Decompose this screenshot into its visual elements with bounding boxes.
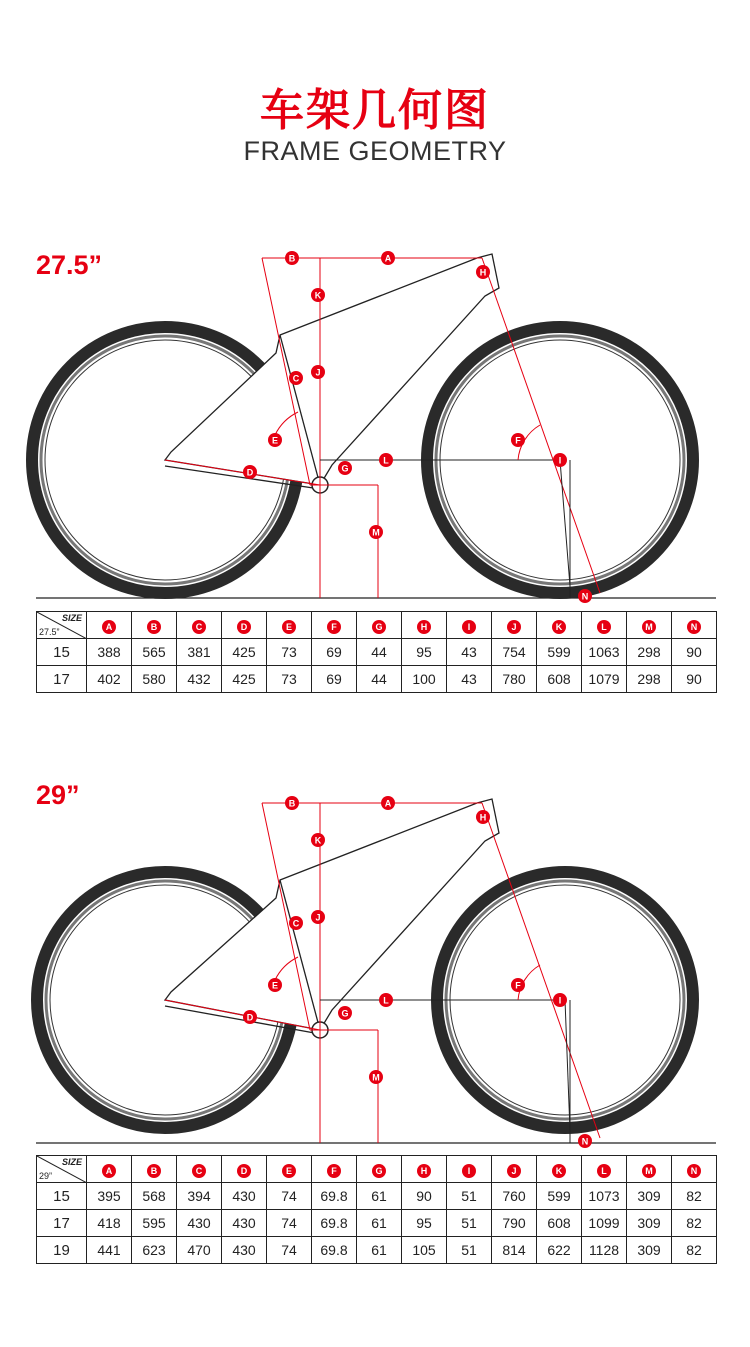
value-cell: 298 [627, 639, 672, 666]
marker-b [285, 796, 299, 810]
value-cell: 623 [132, 1237, 177, 1264]
column-badge: B [147, 1164, 161, 1178]
value-cell: 82 [672, 1210, 717, 1237]
value-cell: 44 [357, 666, 402, 693]
column-badge: H [417, 1164, 431, 1178]
bike-frame [165, 254, 499, 493]
column-header-i [447, 1156, 492, 1183]
steering-axis-line [479, 803, 600, 1138]
marker-g [338, 1006, 352, 1020]
svg-text:A: A [384, 798, 392, 809]
column-header-b [132, 612, 177, 639]
value-cell: 69.8 [312, 1183, 357, 1210]
marker-a [381, 251, 395, 265]
column-badge: K [552, 1164, 566, 1178]
marker-e [268, 433, 282, 447]
size-cell: 19 [37, 1237, 87, 1264]
column-badge: N [687, 1164, 701, 1178]
column-header-e [267, 612, 312, 639]
value-cell: 1073 [582, 1183, 627, 1210]
value-cell: 565 [132, 639, 177, 666]
column-badge: J [507, 620, 521, 634]
column-header-b [132, 1156, 177, 1183]
column-header-h [402, 1156, 447, 1183]
value-cell: 95 [402, 639, 447, 666]
svg-text:F: F [515, 980, 521, 991]
frame-diagram-29 [0, 785, 750, 1155]
value-cell: 790 [492, 1210, 537, 1237]
column-badge: I [462, 1164, 476, 1178]
value-cell: 568 [132, 1183, 177, 1210]
value-cell: 599 [537, 1183, 582, 1210]
marker-m [369, 1070, 383, 1084]
marker-c [289, 371, 303, 385]
svg-text:C: C [292, 918, 300, 929]
value-cell: 74 [267, 1210, 312, 1237]
svg-text:K: K [314, 835, 322, 846]
value-cell: 309 [627, 1210, 672, 1237]
svg-text:B: B [288, 253, 296, 264]
value-cell: 73 [267, 666, 312, 693]
value-cell: 622 [537, 1237, 582, 1264]
table-header-row [37, 612, 717, 639]
table-row [37, 1210, 717, 1237]
value-cell: 1128 [582, 1237, 627, 1264]
value-cell: 61 [357, 1210, 402, 1237]
svg-text:L: L [383, 455, 389, 466]
svg-text:H: H [479, 267, 487, 278]
geometry-table-27 [36, 611, 717, 693]
column-badge: D [237, 1164, 251, 1178]
value-cell: 51 [447, 1237, 492, 1264]
svg-text:A: A [384, 253, 392, 264]
marker-e [268, 978, 282, 992]
value-cell: 425 [222, 639, 267, 666]
value-cell: 90 [672, 666, 717, 693]
value-cell: 441 [87, 1237, 132, 1264]
column-header-c [177, 612, 222, 639]
svg-text:M: M [372, 527, 380, 538]
svg-text:I: I [558, 995, 562, 1006]
marker-g [338, 461, 352, 475]
page-title: 车架几何图 [260, 85, 490, 136]
value-cell: 754 [492, 639, 537, 666]
value-cell: 608 [537, 666, 582, 693]
value-cell: 395 [87, 1183, 132, 1210]
column-badge: H [417, 620, 431, 634]
svg-text:M: M [372, 1072, 380, 1083]
value-cell: 430 [222, 1183, 267, 1210]
column-header-c [177, 1156, 222, 1183]
value-cell: 599 [537, 639, 582, 666]
svg-text:D: D [246, 1012, 254, 1023]
table-corner-cell [37, 1156, 87, 1183]
value-cell: 74 [267, 1183, 312, 1210]
svg-text:J: J [315, 367, 321, 378]
value-cell: 74 [267, 1237, 312, 1264]
column-header-f [312, 612, 357, 639]
column-header-a [87, 1156, 132, 1183]
value-cell: 470 [177, 1237, 222, 1264]
value-cell: 95 [402, 1210, 447, 1237]
value-cell: 780 [492, 666, 537, 693]
value-cell: 309 [627, 1237, 672, 1264]
svg-text:I: I [558, 455, 562, 466]
value-cell: 580 [132, 666, 177, 693]
column-badge: G [372, 1164, 386, 1178]
marker-j [311, 365, 325, 379]
size-cell: 15 [37, 639, 87, 666]
svg-text:N: N [581, 591, 589, 602]
svg-text:K: K [314, 290, 322, 301]
column-header-f [312, 1156, 357, 1183]
column-badge: I [462, 620, 476, 634]
column-badge: C [192, 620, 206, 634]
column-header-k [537, 1156, 582, 1183]
corner-size-label: SIZE [61, 1157, 82, 1167]
value-cell: 430 [222, 1210, 267, 1237]
column-header-n [672, 612, 717, 639]
column-badge: J [507, 1164, 521, 1178]
marker-d [243, 465, 257, 479]
svg-text:G: G [341, 1008, 349, 1019]
marker-m [369, 525, 383, 539]
value-cell: 51 [447, 1210, 492, 1237]
value-cell: 394 [177, 1183, 222, 1210]
value-cell: 595 [132, 1210, 177, 1237]
marker-c [289, 916, 303, 930]
value-cell: 1099 [582, 1210, 627, 1237]
value-cell: 430 [222, 1237, 267, 1264]
column-header-j [492, 1156, 537, 1183]
value-cell: 90 [672, 639, 717, 666]
svg-text:N: N [581, 1136, 589, 1147]
value-cell: 309 [627, 1183, 672, 1210]
column-badge: G [372, 620, 386, 634]
column-header-h [402, 612, 447, 639]
column-badge: M [642, 620, 656, 634]
column-header-l [582, 612, 627, 639]
column-badge: N [687, 620, 701, 634]
value-cell: 51 [447, 1183, 492, 1210]
column-header-j [492, 612, 537, 639]
svg-text:G: G [341, 463, 349, 474]
column-badge: L [597, 1164, 611, 1178]
fork-offset-line [560, 460, 570, 586]
wheel-size-label-27: 27.5” [36, 250, 103, 280]
value-cell: 814 [492, 1237, 537, 1264]
column-header-l [582, 1156, 627, 1183]
table-row [37, 639, 717, 666]
value-cell: 90 [402, 1183, 447, 1210]
geometry-table-29 [36, 1155, 717, 1264]
table-corner-cell [37, 612, 87, 639]
column-badge: K [552, 620, 566, 634]
column-badge: E [282, 1164, 296, 1178]
page-subtitle: FRAME GEOMETRY [243, 136, 507, 166]
value-cell: 69.8 [312, 1237, 357, 1264]
marker-f [511, 978, 525, 992]
value-cell: 73 [267, 639, 312, 666]
wheel-size-label-29: 29” [36, 780, 80, 810]
column-badge: B [147, 620, 161, 634]
bike-frame [165, 799, 499, 1038]
column-badge: L [597, 620, 611, 634]
value-cell: 381 [177, 639, 222, 666]
value-cell: 388 [87, 639, 132, 666]
value-cell: 61 [357, 1183, 402, 1210]
column-badge: E [282, 620, 296, 634]
column-header-g [357, 612, 402, 639]
value-cell: 43 [447, 666, 492, 693]
value-cell: 402 [87, 666, 132, 693]
value-cell: 418 [87, 1210, 132, 1237]
corner-size-label: SIZE [61, 613, 82, 623]
steering-axis-line [479, 258, 600, 593]
column-header-m [627, 1156, 672, 1183]
value-cell: 298 [627, 666, 672, 693]
size-cell: 17 [37, 666, 87, 693]
column-header-i [447, 612, 492, 639]
size-cell: 17 [37, 1210, 87, 1237]
value-cell: 69 [312, 666, 357, 693]
svg-text:B: B [288, 798, 296, 809]
column-header-d [222, 1156, 267, 1183]
marker-f [511, 433, 525, 447]
value-cell: 432 [177, 666, 222, 693]
column-header-g [357, 1156, 402, 1183]
column-badge: F [327, 1164, 341, 1178]
table-row [37, 666, 717, 693]
svg-text:D: D [246, 467, 254, 478]
marker-k [311, 833, 325, 847]
column-header-k [537, 612, 582, 639]
corner-wheel-label: 27.5” [39, 627, 60, 637]
marker-i [553, 453, 567, 467]
marker-d [243, 1010, 257, 1024]
column-badge: M [642, 1164, 656, 1178]
svg-text:L: L [383, 995, 389, 1006]
value-cell: 608 [537, 1210, 582, 1237]
value-cell: 43 [447, 639, 492, 666]
marker-a [381, 796, 395, 810]
marker-n [578, 589, 592, 603]
table-header-row [37, 1156, 717, 1183]
table-row [37, 1237, 717, 1264]
value-cell: 61 [357, 1237, 402, 1264]
column-header-d [222, 612, 267, 639]
column-header-m [627, 612, 672, 639]
svg-text:E: E [271, 980, 279, 991]
value-cell: 82 [672, 1237, 717, 1264]
size-cell: 15 [37, 1183, 87, 1210]
value-cell: 1079 [582, 666, 627, 693]
svg-text:C: C [292, 373, 300, 384]
column-header-n [672, 1156, 717, 1183]
value-cell: 760 [492, 1183, 537, 1210]
column-badge: A [102, 1164, 116, 1178]
marker-l [379, 453, 393, 467]
column-header-a [87, 612, 132, 639]
svg-text:F: F [515, 435, 521, 446]
column-badge: F [327, 620, 341, 634]
marker-i [553, 993, 567, 1007]
svg-text:H: H [479, 812, 487, 823]
svg-text:E: E [271, 435, 279, 446]
column-header-e [267, 1156, 312, 1183]
table-row [37, 1183, 717, 1210]
column-badge: A [102, 620, 116, 634]
marker-n [578, 1134, 592, 1148]
corner-wheel-label: 29” [39, 1171, 53, 1181]
fork-offset-line [565, 1000, 570, 1131]
marker-h [476, 265, 490, 279]
value-cell: 425 [222, 666, 267, 693]
svg-text:J: J [315, 912, 321, 923]
marker-k [311, 288, 325, 302]
value-cell: 1063 [582, 639, 627, 666]
marker-j [311, 910, 325, 924]
marker-l [379, 993, 393, 1007]
value-cell: 105 [402, 1237, 447, 1264]
marker-h [476, 810, 490, 824]
value-cell: 82 [672, 1183, 717, 1210]
frame-diagram-27 [0, 240, 750, 610]
value-cell: 69.8 [312, 1210, 357, 1237]
column-badge: C [192, 1164, 206, 1178]
value-cell: 430 [177, 1210, 222, 1237]
marker-b [285, 251, 299, 265]
value-cell: 100 [402, 666, 447, 693]
value-cell: 69 [312, 639, 357, 666]
column-badge: D [237, 620, 251, 634]
value-cell: 44 [357, 639, 402, 666]
